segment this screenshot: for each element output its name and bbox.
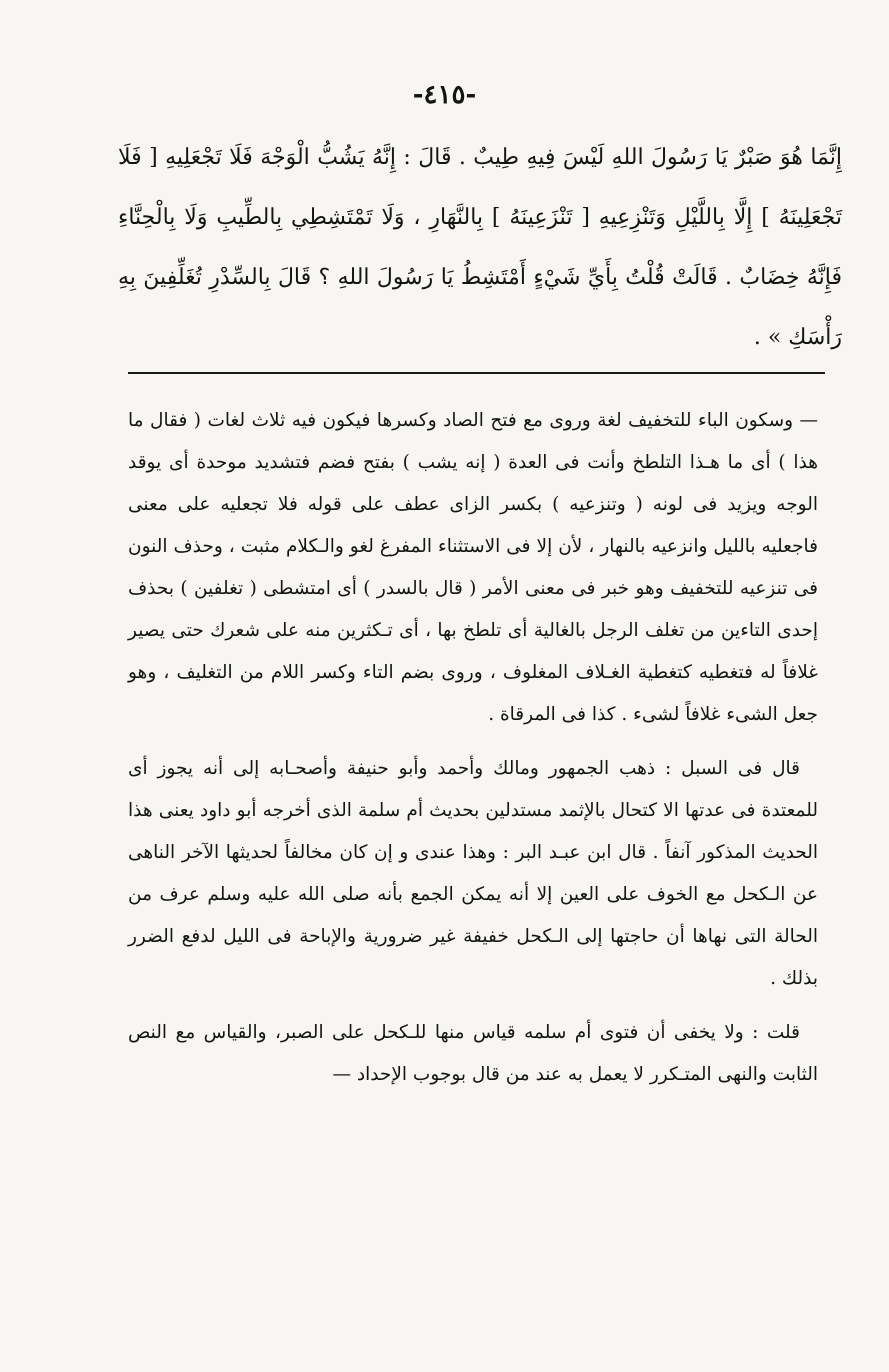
commentary-paragraph-2: قال فى السبل : ذهب الجمهور ومالك وأحمد وأبو حنيفة وأصحـابه إلى أنه يجوز أى للمعتدة فى عدتها الا كتحال بالإثمد مستدلين بحديث أم سلمة الذى أخرجه أبو داود يعنى هذا الحديث المذكور آنفاً . قال ابن عبـد البر : وهذا عندى و إن كان مخالفاً لحديثها الآخر الناهى عن الـكحل مع الخوف على العين إلا أنه يمكن الجمع بأنه صلى الله عليه وسلم عرف من الحالة التى نهاها أن حاجتها إلى الـكحل خفيفة غير ضرورية والإباحة فى الليل لدفع الضرر بذلك . [128, 758, 818, 989]
commentary-paragraph-3: قلت : ولا يخفى أن فتوى أم سلمه قياس منها للـكحل على الصبر، والقياس مع النص الثابت والنهى المتـكرر لا يعمل به عند من قال بوجوب الإحداد — [128, 1022, 818, 1085]
hadith-main-text [118, 128, 842, 368]
commentary-paragraph-1: — وسكون الباء للتخفيف لغة وروى مع فتح الصاد وكسرها فيكون فيه ثلاث لغات ( فقال ما هذا ) أى ما هـذا التلطخ وأنت فى العدة ( إنه يشب ) بفتح فضم فتشديد موحدة أى يوقد الوجه ويزيد فى لونه ( وتنزعيه ) بكسر الزاى عطف على قوله فلا تجعليه على معنى فاجعليه بالليل وانزعيه بالنهار ، لأن إلا فى الاستثناء المفرغ لغو والـكلام مثبت ، وحذف النون فى تنزعيه للتخفيف وهو خبر فى معنى الأمر ( قال بالسدر ) أى امتشطى ( تغلفين ) بحذف إحدى التاءين من تغلف الرجل بالغالية أى تلطخ بها ، أى تـكثرين منه على شعرك حتى يصير غلافاً له فتغطيه كتغطية الغـلاف المغلوف ، وروى بضم التاء وكسر اللام من التغليف ، وهو جعل الشىء غلافاً لشىء . كذا فى المرقاة . [128, 410, 818, 725]
footnote-divider [128, 372, 825, 374]
hadith-paragraph: إِنَّمَا هُوَ صَبْرٌ يَا رَسُولَ اللهِ لَيْسَ فِيهِ طِيبٌ . قَالَ : إِنَّهُ يَشُبُّ الْوَجْهَ فَلَا تَجْعَلِيهِ [ فَلَا تَجْعَلِينَهُ ] إِلَّا بِاللَّيْلِ وَتَنْزِعِيهِ [ تَنْزَعِينَهُ ] بِالنَّهَارِ ، وَلَا تَمْتَشِطِي بِالطِّيبِ وَلَا بِالْحِنَّاءِ فَإِنَّهُ خِضَابٌ . قَالَتْ قُلْتُ بِأَيِّ شَيْءٍ أَمْتَشِطُ يَا رَسُولَ اللهِ ؟ قَالَ بِالسِّدْرِ تُغَلِّفِينَ بِهِ رَأْسَكِ » . [118, 145, 842, 350]
page-number: -٤١٥- [412, 80, 477, 110]
commentary-notes [128, 400, 818, 1108]
